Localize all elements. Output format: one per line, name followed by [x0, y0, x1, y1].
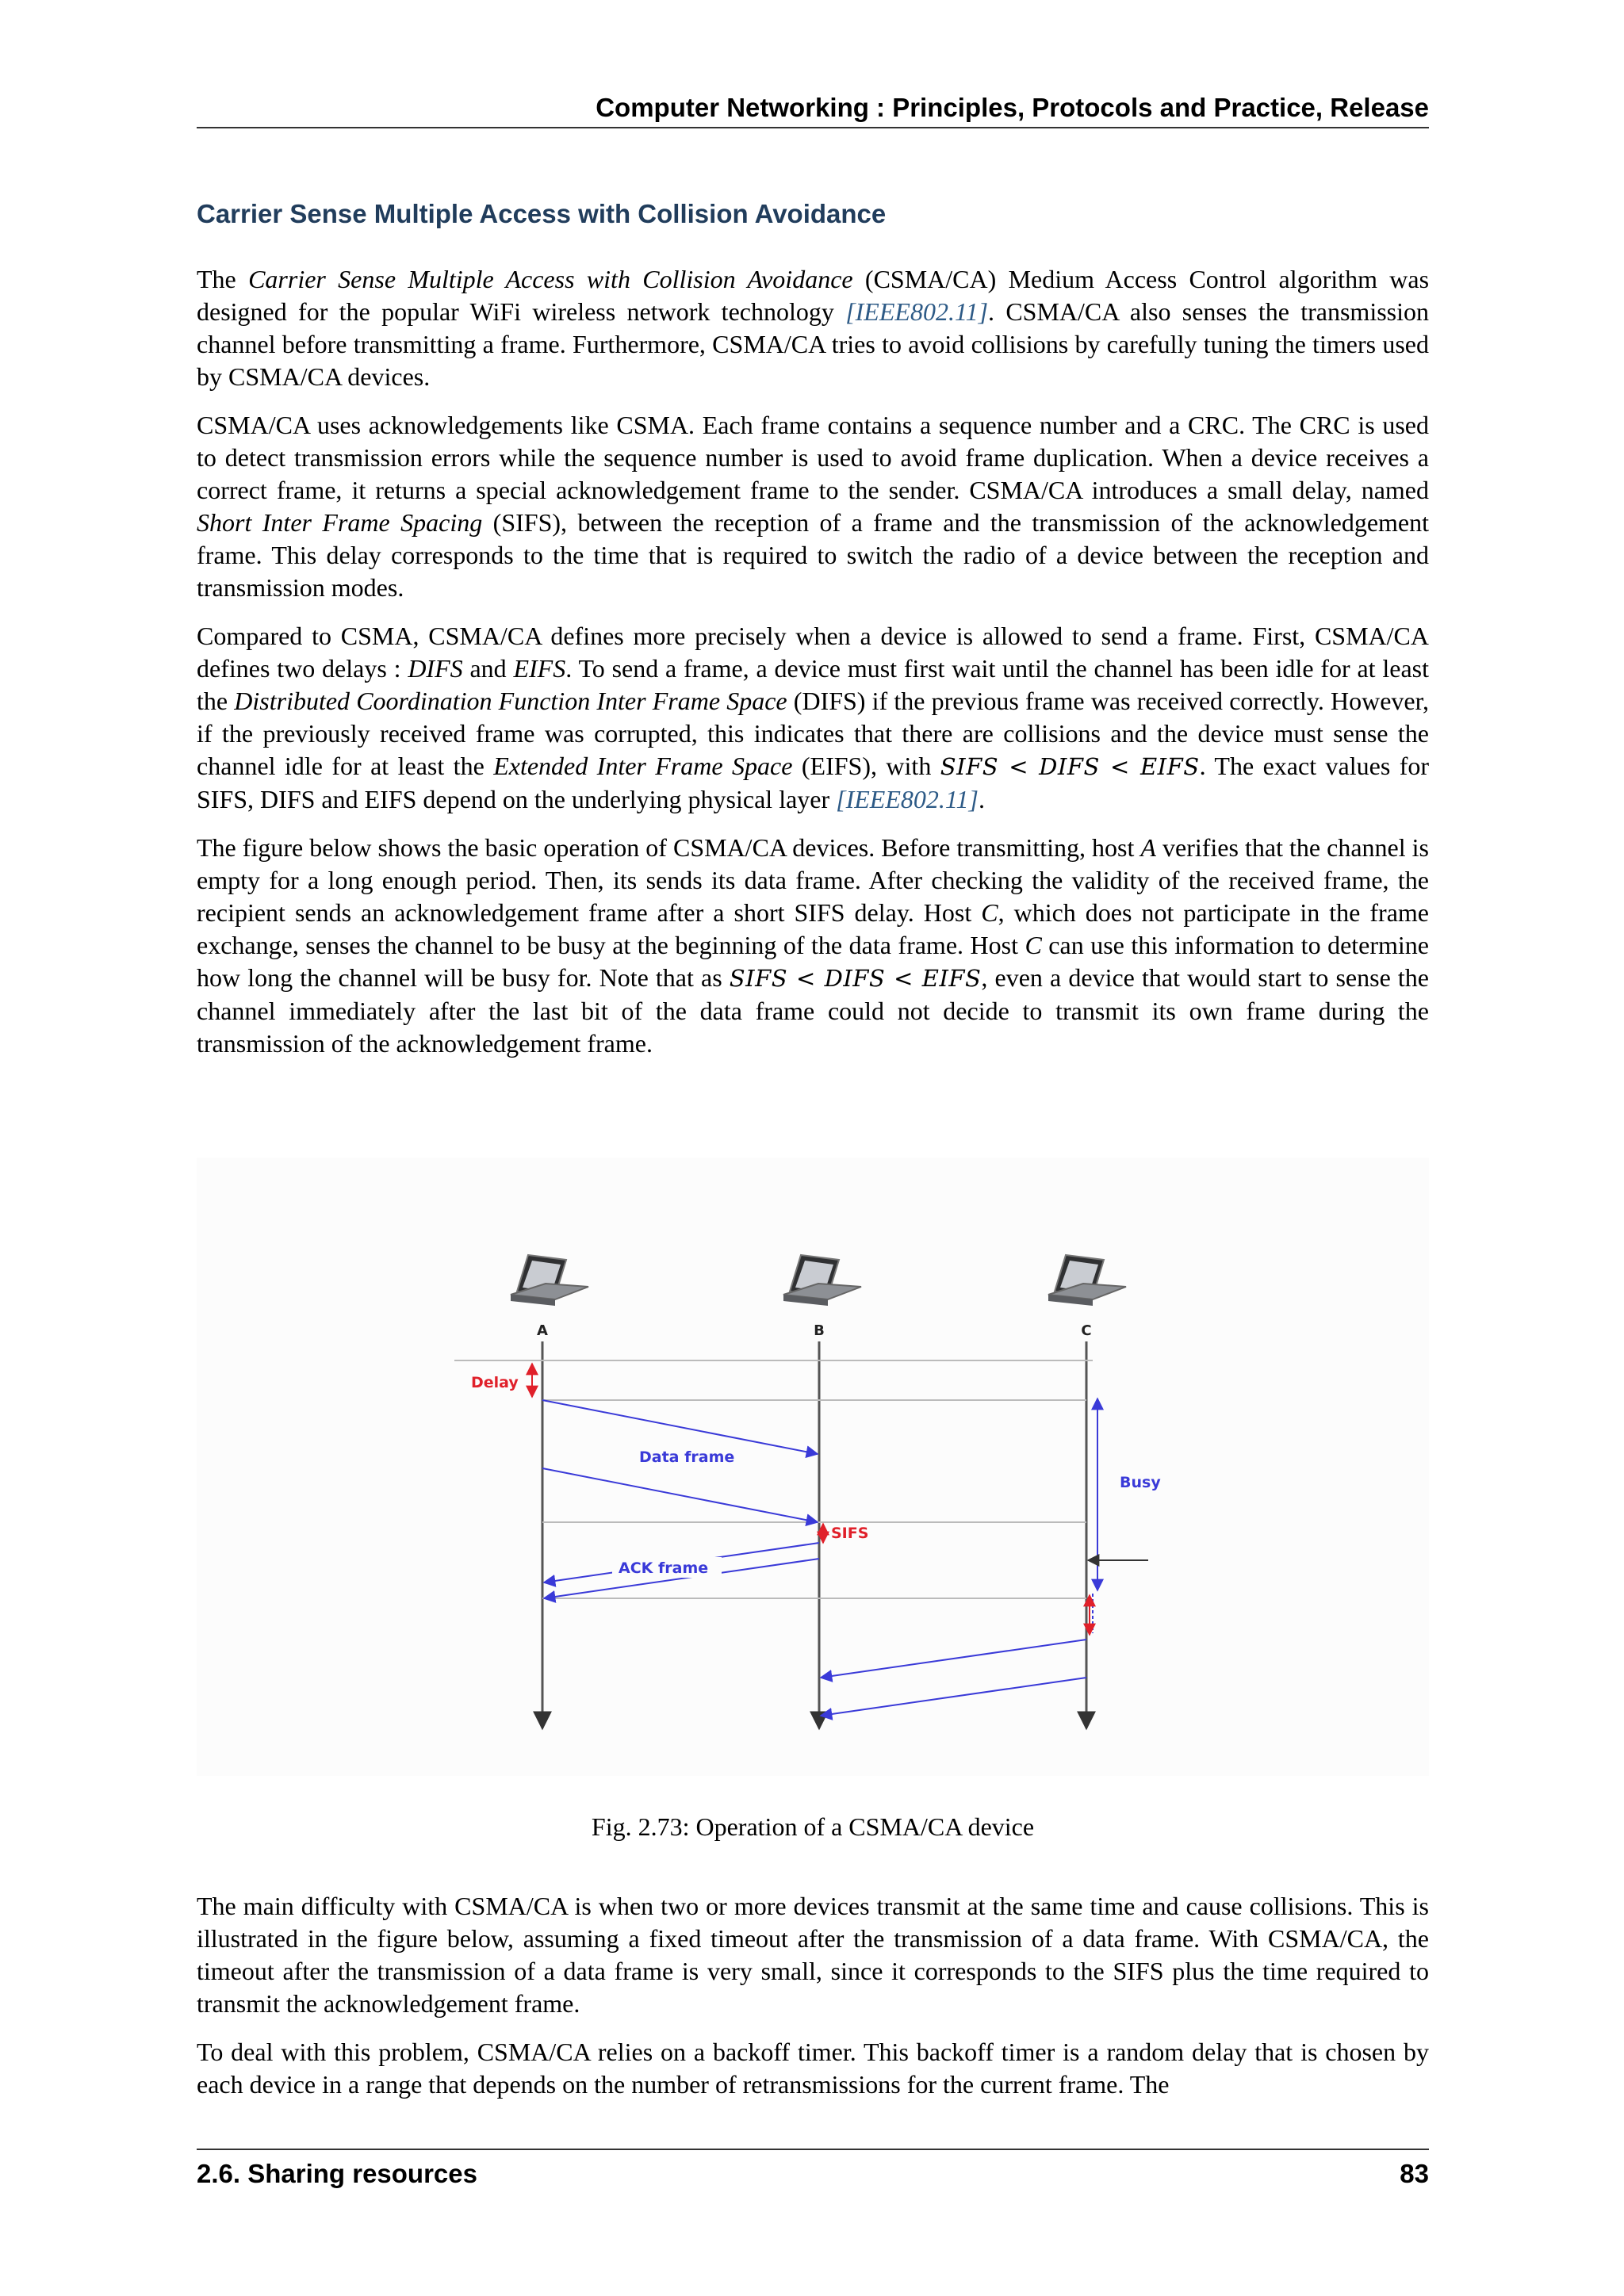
- paragraph-5: The main difficulty with CSMA/CA is when two or more devices transmit at the same time and cause collisions. This is illustrated in the figure below, assuming a fixed timeout after the transmission of a data frame. With CSMA/CA, the timeout after the transmission of a data frame is very small, since it corresponds to the SIFS plus the time required to transmit the acknowledgement frame.: [197, 1892, 1429, 2018]
- footer-rule: [197, 2149, 1429, 2150]
- footer-section: 2.6. Sharing resources: [197, 2159, 477, 2188]
- host-b-label: B: [814, 1322, 825, 1339]
- figure-caption: Fig. 2.73: Operation of a CSMA/CA device: [591, 1812, 1035, 1841]
- paragraph-1: The Carrier Sense Multiple Access with Collision Avoidance (CSMA/CA) Medium Access Control algorithm was designed for the popular WiFi wireless network technology [IEEE802.11]. CSMA/CA also senses the transmission channel before transmitting a frame. Furthermore, CSMA/CA tries to avoid collisions by carefully tuning the timers used by CSMA/CA devices.: [197, 265, 1430, 391]
- paragraph-6: To deal with this problem, CSMA/CA relies on a backoff timer. This backoff timer is a random delay that is chosen by each device in a range that depends on the number of retransmissions for the current frame. The: [197, 2038, 1429, 2099]
- laptop-icon: [1048, 1255, 1126, 1306]
- body-text-bottom: [197, 1890, 1429, 2117]
- running-header: Computer Networking : Principles, Protocols and Practice, Release: [596, 93, 1429, 122]
- math-inequality: SIFS < DIFS < EIFS: [729, 965, 982, 992]
- laptop-icon: [783, 1255, 861, 1306]
- busy-label: Busy: [1120, 1474, 1161, 1491]
- sequence-diagram: [197, 1158, 1429, 1776]
- ack-frame-label: ACK frame: [619, 1559, 709, 1577]
- host-c-label: C: [1081, 1322, 1092, 1339]
- data-frame-start-arrow: [542, 1400, 818, 1454]
- csma-ca-figure: [197, 1158, 1429, 1776]
- body-text-top: [197, 263, 1429, 1076]
- laptop-icon: [511, 1255, 588, 1306]
- delay-label: Delay: [471, 1374, 519, 1391]
- host-a-label: A: [537, 1322, 548, 1339]
- paragraph-3: Compared to CSMA, CSMA/CA defines more precisely when a device is allowed to send a frame. First, CSMA/CA defines two delays : DIFS and EIFS. To send a frame, a device must first wait until the channel has been idle for at least the Distributed Coordination Function Inter Frame Space (DIFS) if the previous frame was received correctly. However, if the previously received frame was corrupted, this indicates that there are collisions and the device must sense the channel idle for at least the Extended Inter Frame Space (EIFS), with SIFS < DIFS < EIFS. The exact values for SIFS, DIFS and EIFS depend on the underlying physical layer [IEEE802.11].: [197, 622, 1430, 813]
- sifs-label: SIFS: [831, 1525, 869, 1542]
- math-inequality: SIFS < DIFS < EIFS: [940, 753, 1200, 780]
- citation-link[interactable]: [IEEE802.11]: [836, 785, 979, 813]
- data-frame-label: Data frame: [639, 1448, 735, 1466]
- section-title: Carrier Sense Multiple Access with Collision Avoidance: [197, 199, 887, 228]
- host-c-frame-end-arrow: [821, 1678, 1086, 1716]
- data-frame-end-arrow: [542, 1468, 818, 1522]
- paragraph-4: The figure below shows the basic operation of CSMA/CA devices. Before transmitting, host A verifies that the channel is empty for a long enough period. Then, its sends its data frame. After checking the validity of the received frame, the recipient sends an acknowledgement frame after a short SIFS delay. Host C, which does not participate in the frame exchange, senses the channel to be busy at the beginning of the data frame. Host C can use this information to determine how long the channel will be busy for. Note that as SIFS < DIFS < EIFS, even a device that would start to sense the channel immediately after the last bit of the data frame could not decide to transmit its own frame during the transmission of the acknowledgement frame.: [197, 833, 1430, 1058]
- citation-link[interactable]: [IEEE802.11]: [845, 297, 989, 326]
- paragraph-2: CSMA/CA uses acknowledgements like CSMA. Each frame contains a sequence number and a CRC. The CRC is used to detect transmission errors while the sequence number is used to avoid frame duplication. When a device receives a correct frame, it returns a special acknowledgement frame to the sender. CSMA/CA introduces a small delay, named Short Inter Frame Spacing (SIFS), between the reception of a frame and the transmission of the acknowledgement frame. This delay corresponds to the time that is required to switch the radio of a device between the reception and transmission modes.: [197, 411, 1430, 602]
- host-c-frame-start-arrow: [821, 1640, 1086, 1678]
- page-number: 83: [1400, 2159, 1429, 2188]
- header-rule: [197, 127, 1429, 128]
